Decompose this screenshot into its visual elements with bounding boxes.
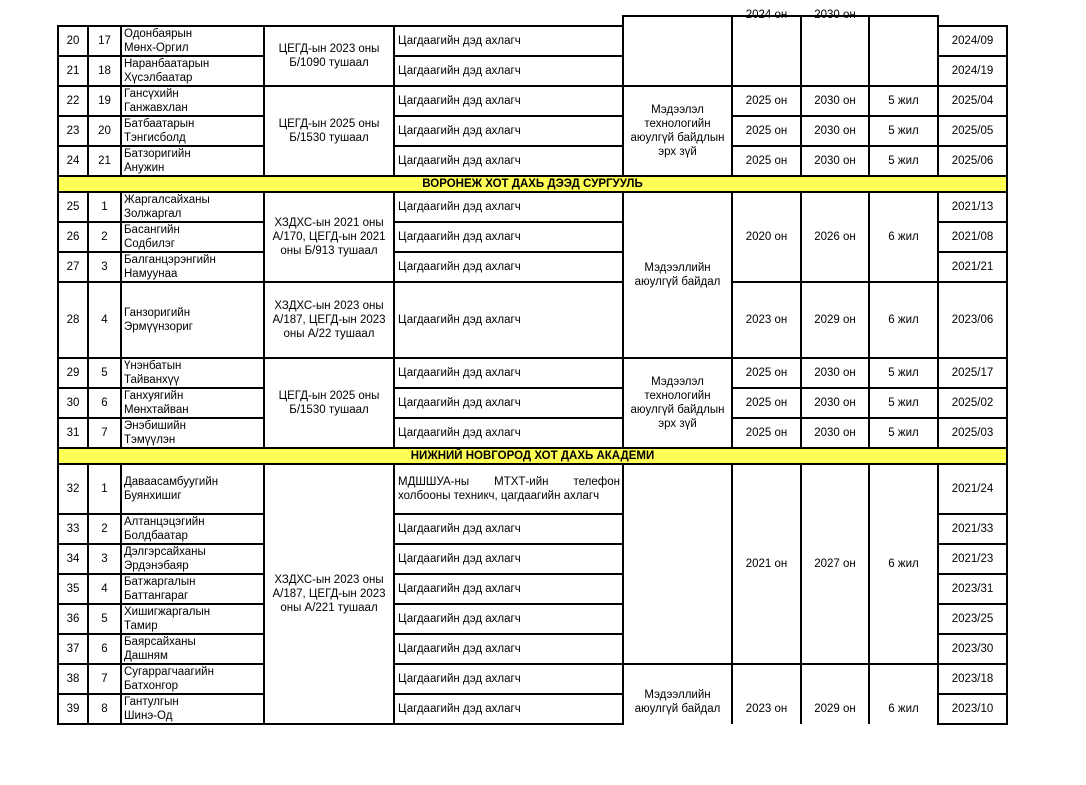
name-last: Батзоригийн — [124, 148, 191, 160]
group-index: 3 — [88, 252, 121, 282]
position-cell: Цагдаагийн дэд ахлагч — [394, 544, 623, 574]
registration-number: 2021/13 — [938, 192, 1007, 222]
term-duration-cell: 6 жил — [869, 464, 938, 664]
student-name — [121, 192, 264, 222]
student-name — [121, 222, 264, 252]
student-name — [121, 388, 264, 418]
student-name — [121, 574, 264, 604]
row-number: 32 — [58, 464, 88, 514]
group-index: 19 — [88, 86, 121, 116]
registration-number: 2021/21 — [938, 252, 1007, 282]
student-name — [121, 544, 264, 574]
row-number: 22 — [58, 86, 88, 116]
name-first: Баттангараг — [124, 590, 189, 602]
student-name — [121, 664, 264, 694]
group-index: 4 — [88, 574, 121, 604]
term-duration-cell: 5 жил — [869, 86, 938, 116]
name-first: Тамир — [124, 620, 158, 632]
row-number: 38 — [58, 664, 88, 694]
name-last: Үнэнбатын — [124, 360, 182, 372]
order-cell: ХЗДХС-ын 2021 оны А/170, ЦЕГД-ын 2021 оны Б/913 тушаал — [264, 192, 394, 282]
registration-number: 2024/09 — [938, 26, 1007, 56]
student-name — [121, 252, 264, 282]
group-index: 3 — [88, 544, 121, 574]
registration-number: 2023/25 — [938, 604, 1007, 634]
name-last: Басангийн — [124, 224, 180, 236]
student-name — [121, 418, 264, 448]
name-last: Дэлгэрсайханы — [124, 546, 206, 558]
name-first: Эрдэнэбаяр — [124, 560, 189, 572]
row-number: 26 — [58, 222, 88, 252]
name-last: Жаргалсайханы — [124, 194, 210, 206]
registration-number: 2021/08 — [938, 222, 1007, 252]
position-cell: Цагдаагийн дэд ахлагч — [394, 252, 623, 282]
specialty-cell: Мэдээллийн аюулгүй байдал — [623, 664, 732, 724]
term-end-cell: 2027 он — [801, 464, 869, 664]
name-first: Мөнх-Оргил — [124, 42, 189, 54]
order-cell: ЦЕГД-ын 2025 оны Б/1530 тушаал — [264, 358, 394, 448]
row-number: 39 — [58, 694, 88, 724]
group-index: 17 — [88, 26, 121, 56]
registration-number: 2025/05 — [938, 116, 1007, 146]
student-name — [121, 604, 264, 634]
row-number: 20 — [58, 26, 88, 56]
position-cell: Цагдаагийн дэд ахлагч — [394, 192, 623, 222]
registration-number: 2023/06 — [938, 282, 1007, 358]
table-row — [58, 464, 1007, 514]
group-index: 6 — [88, 634, 121, 664]
position-cell: Цагдаагийн дэд ахлагч — [394, 634, 623, 664]
name-first: Намуунаа — [124, 268, 178, 280]
term-start-cell: 2023 он — [732, 664, 801, 724]
term-start-cell: 2023 он — [732, 282, 801, 358]
term-start-cell: 2025 он — [732, 116, 801, 146]
specialty-cell: Мэдээллийн аюулгүй байдал — [623, 192, 732, 358]
name-last: Энэбишийн — [124, 420, 186, 432]
term-duration-cell — [869, 16, 938, 86]
term-duration-cell: 5 жил — [869, 146, 938, 176]
student-name — [121, 358, 264, 388]
position-cell: Цагдаагийн дэд ахлагч — [394, 146, 623, 176]
registration-number: 2021/24 — [938, 464, 1007, 514]
empty-cell — [121, 16, 264, 26]
term-end-cell: 2030 он — [801, 116, 869, 146]
empty-cell — [58, 16, 88, 26]
specialty-cell — [623, 464, 732, 664]
position-cell: МДШШУА-ны МТХТ-ийн телефон холбооны техникч, цагдаагийн ахлагч — [394, 464, 623, 514]
table-row — [58, 388, 1007, 418]
row-number: 23 — [58, 116, 88, 146]
position-cell: Цагдаагийн дэд ахлагч — [394, 222, 623, 252]
specialty-cell: Мэдээлэл технологийн аюулгүй байдлын эрх зүй — [623, 358, 732, 448]
registration-number: 2024/19 — [938, 56, 1007, 86]
empty-cell — [264, 16, 394, 26]
registration-number: 2021/33 — [938, 514, 1007, 544]
name-first: Мөнхтайван — [124, 404, 189, 416]
row-number: 34 — [58, 544, 88, 574]
name-last: Хишигжаргалын — [124, 606, 211, 618]
term-start-cell: 2020 он — [732, 192, 801, 282]
row-number: 24 — [58, 146, 88, 176]
position-cell: Цагдаагийн дэд ахлагч — [394, 418, 623, 448]
group-index: 20 — [88, 116, 121, 146]
empty-cell — [88, 16, 121, 26]
group-index: 4 — [88, 282, 121, 358]
name-first: Тайванхүү — [124, 374, 180, 386]
order-cell: ЦЕГД-ын 2025 оны Б/1530 тушаал — [264, 86, 394, 176]
registration-number: 2025/17 — [938, 358, 1007, 388]
section-title: ВОРОНЕЖ ХОТ ДАХЬ ДЭЭД СУРГУУЛЬ — [58, 176, 1007, 192]
term-start-cell: 2021 он — [732, 464, 801, 664]
group-index: 6 — [88, 388, 121, 418]
row-number: 37 — [58, 634, 88, 664]
term-start-cell: 2025 он — [732, 146, 801, 176]
term-end-cell: 2029 он — [801, 282, 869, 358]
row-number: 25 — [58, 192, 88, 222]
term-end-cell: 2029 он — [801, 664, 869, 724]
table-row — [58, 192, 1007, 222]
name-last: Гантулгын — [124, 696, 179, 708]
table-row — [58, 116, 1007, 146]
name-last: Сугаррагчаагийн — [124, 666, 214, 678]
name-first: Анужин — [124, 162, 165, 174]
position-cell: Цагдаагийн дэд ахлагч — [394, 56, 623, 86]
row-number: 29 — [58, 358, 88, 388]
specialty-cell — [623, 16, 732, 86]
name-first: Шинэ-Од — [124, 710, 173, 722]
term-end-cell: 2026 он — [801, 192, 869, 282]
name-first: Буянхишиг — [124, 490, 182, 502]
registration-number: 2023/18 — [938, 664, 1007, 694]
position-cell: Цагдаагийн дэд ахлагч — [394, 86, 623, 116]
term-end-cell — [801, 9, 869, 86]
student-name — [121, 694, 264, 724]
student-name — [121, 282, 264, 358]
name-first: Золжаргал — [124, 208, 182, 220]
order-cell: ЦЕГД-ын 2023 оны Б/1090 тушаал — [264, 26, 394, 86]
term-start-cell: 2025 он — [732, 418, 801, 448]
term-end-cell: 2030 он — [801, 86, 869, 116]
term-start-cell: 2025 он — [732, 388, 801, 418]
name-last: Даваасамбуугийн — [124, 476, 219, 488]
group-index: 7 — [88, 664, 121, 694]
registration-number: 2021/23 — [938, 544, 1007, 574]
group-index: 5 — [88, 358, 121, 388]
term-duration-cell: 5 жил — [869, 388, 938, 418]
student-name — [121, 146, 264, 176]
term-end-cell: 2030 он — [801, 358, 869, 388]
name-first: Болдбаатар — [124, 530, 188, 542]
row-number: 36 — [58, 604, 88, 634]
registration-number: 2023/31 — [938, 574, 1007, 604]
table-row — [58, 282, 1007, 358]
term-start-cell: 2025 он — [732, 86, 801, 116]
term-duration-cell: 6 жил — [869, 282, 938, 358]
table-row — [58, 86, 1007, 116]
order-cell: ХЗДХС-ын 2023 оны А/187, ЦЕГД-ын 2023 оны А/221 тушаал — [264, 464, 394, 724]
term-duration-cell: 5 жил — [869, 358, 938, 388]
term-start-cell: 2025 он — [732, 358, 801, 388]
position-cell: Цагдаагийн дэд ахлагч — [394, 282, 623, 358]
position-cell: Цагдаагийн дэд ахлагч — [394, 388, 623, 418]
registration-number: 2025/04 — [938, 86, 1007, 116]
registration-number: 2023/30 — [938, 634, 1007, 664]
group-index: 7 — [88, 418, 121, 448]
group-index: 8 — [88, 694, 121, 724]
name-first: Содбилэг — [124, 238, 175, 250]
name-first: Батхонгор — [124, 680, 179, 692]
name-last: Балганцэрэнгийн — [124, 254, 216, 266]
position-cell: Цагдаагийн дэд ахлагч — [394, 574, 623, 604]
position-cell: Цагдаагийн дэд ахлагч — [394, 664, 623, 694]
student-name — [121, 464, 264, 514]
row-number: 21 — [58, 56, 88, 86]
student-name — [121, 56, 264, 86]
student-name — [121, 26, 264, 56]
specialty-cell: Мэдээлэл технологийн аюулгүй байдлын эрх зүй — [623, 86, 732, 176]
student-name — [121, 634, 264, 664]
group-index: 18 — [88, 56, 121, 86]
registration-number: 2023/10 — [938, 694, 1007, 724]
position-cell: Цагдаагийн дэд ахлагч — [394, 514, 623, 544]
group-index: 1 — [88, 192, 121, 222]
group-index: 2 — [88, 514, 121, 544]
name-first: Тэнгисболд — [124, 132, 186, 144]
name-last: Батжаргалын — [124, 576, 196, 588]
term-end-cell: 2030 он — [801, 418, 869, 448]
name-first: Эрмүүнзориг — [124, 321, 193, 333]
document-page — [57, 9, 1008, 737]
group-index: 21 — [88, 146, 121, 176]
registration-number: 2025/06 — [938, 146, 1007, 176]
name-last: Гансүхийн — [124, 88, 179, 100]
term-end-cell: 2030 он — [801, 388, 869, 418]
student-name — [121, 116, 264, 146]
term-end: 2030 он — [814, 9, 856, 21]
row-number: 35 — [58, 574, 88, 604]
term-start: 2024 он — [745, 9, 788, 21]
group-index: 5 — [88, 604, 121, 634]
section-header — [58, 176, 1007, 192]
name-last: Баярсайханы — [124, 636, 196, 648]
row-number: 31 — [58, 418, 88, 448]
name-first: Дашням — [124, 650, 168, 662]
name-last: Ганзоригийн — [124, 307, 191, 319]
table-row — [58, 664, 1007, 694]
student-table — [57, 9, 1008, 725]
name-last: Одонбаярын — [124, 28, 193, 40]
position-cell: Цагдаагийн дэд ахлагч — [394, 604, 623, 634]
empty-cell — [394, 16, 623, 26]
term-duration-cell: 6 жил — [869, 192, 938, 282]
position-cell: Цагдаагийн дэд ахлагч — [394, 116, 623, 146]
position-cell: Цагдаагийн дэд ахлагч — [394, 694, 623, 724]
term-start-cell — [732, 9, 801, 86]
section-title: НИЖНИЙ НОВГОРОД ХОТ ДАХЬ АКАДЕМИ — [58, 448, 1007, 464]
row-number: 27 — [58, 252, 88, 282]
name-last: Алтанцэцэгийн — [124, 516, 205, 528]
position-cell: Цагдаагийн дэд ахлагч — [394, 358, 623, 388]
name-first: Ганжавхлан — [124, 102, 188, 114]
student-name — [121, 86, 264, 116]
table-row — [58, 418, 1007, 448]
term-duration-cell: 6 жил — [869, 664, 938, 724]
term-duration-cell: 5 жил — [869, 418, 938, 448]
section-header — [58, 448, 1007, 464]
term-end-cell: 2030 он — [801, 146, 869, 176]
group-index: 1 — [88, 464, 121, 514]
registration-number: 2025/03 — [938, 418, 1007, 448]
name-first: Тэмүүлэн — [124, 434, 176, 446]
row-number: 28 — [58, 282, 88, 358]
name-last: Наранбаатарын — [124, 58, 210, 70]
student-name — [121, 514, 264, 544]
empty-cell — [938, 16, 1007, 26]
row-number: 33 — [58, 514, 88, 544]
name-first: Хүсэлбаатар — [124, 72, 193, 84]
name-last: Ганхуягийн — [124, 390, 184, 402]
row-number: 30 — [58, 388, 88, 418]
position-cell: Цагдаагийн дэд ахлагч — [394, 26, 623, 56]
order-cell: ХЗДХС-ын 2023 оны А/187, ЦЕГД-ын 2023 оны А/22 тушаал — [264, 282, 394, 358]
term-duration-cell: 5 жил — [869, 116, 938, 146]
registration-number: 2025/02 — [938, 388, 1007, 418]
group-index: 2 — [88, 222, 121, 252]
table-row — [58, 146, 1007, 176]
name-last: Батбаатарын — [124, 118, 195, 130]
table-row — [58, 358, 1007, 388]
